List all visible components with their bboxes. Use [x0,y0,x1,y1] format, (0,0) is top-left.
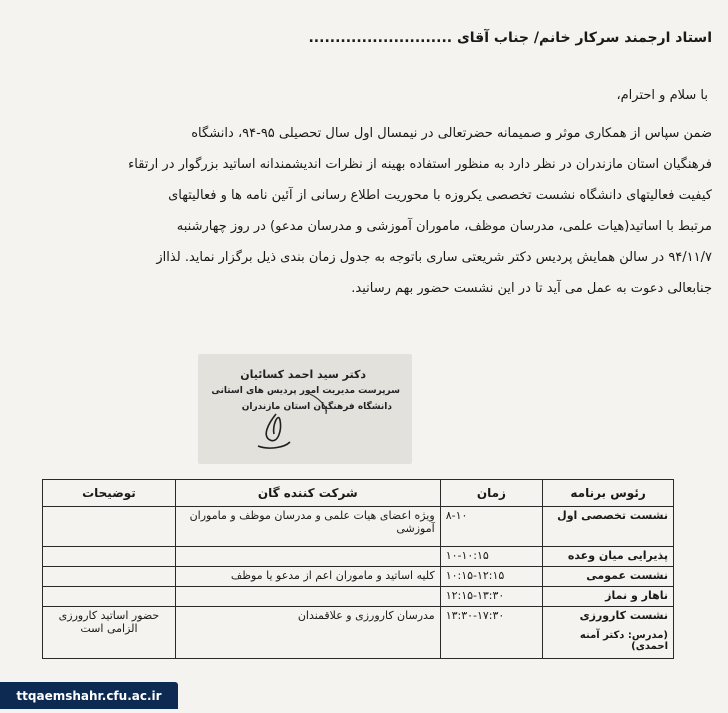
instructor-note: (مدرس: دکتر آمنه احمدی) [579,630,668,652]
cell-notes [43,587,176,607]
cell-item: ناهار و نماز [543,587,674,607]
table-row [43,547,674,567]
cell-item [543,607,674,659]
header-item: رئوس برنامه [543,480,674,507]
body-line: ضمن سپاس از همکاری موثر و صمیمانه حضرتعالی در نیمسال اول سال تحصیلی ۹۵-۹۴، دانشگاه [191,126,712,141]
stamp-org: دانشگاه فرهنگیان استان مازندران [241,402,392,412]
website-watermark: ttqaemshahr.cfu.ac.ir [0,682,178,709]
cell-time: ۱۲:۱۵-۱۳:۳۰ [440,587,542,607]
body-line: ۹۴/۱۱/۷ در سالن همایش پردیس دکتر شریعتی ساری باتوجه به جدول زمان بندی ذیل برگزار نماید. لذااز [156,250,712,265]
cell-participants: ویژه اعضای هیات علمی و مدرسان موظف و ماموران آموزشی [175,507,440,547]
table-row [43,507,674,547]
cell-item: پذیرایی میان وعده [543,547,674,567]
body-line: کیفیت فعالیتهای دانشگاه نشست تخصصی یکروزه با محوریت اطلاع رسانی از آئین نامه ها و فعالیتهای [168,188,712,203]
cell-item: نشست عمومی [543,567,674,587]
cell-notes [43,547,176,567]
cell-participants [175,587,440,607]
cell-time: ۱۰-۱۰:۱۵ [440,547,542,567]
signature-scribble-icon [198,354,412,464]
cell-time: ۸-۱۰ [440,507,542,547]
table-header-row [43,480,674,507]
stamp-role: سرپرست مدیریت امور پردیس های استانی [211,386,400,396]
cell-item: نشست تخصصی اول [543,507,674,547]
letter-heading: استاد ارجمند سرکار خانم/ جناب آقای ........................... [308,30,712,46]
body-line: جنابعالی دعوت به عمل می آید تا در این نشست حضور بهم رسانید. [351,281,712,296]
header-time: زمان [440,480,542,507]
cell-notes: حضور اساتید کارورزی الزامی است [43,607,176,659]
cell-time: ۱۰:۱۵-۱۲:۱۵ [440,567,542,587]
letter-greeting: با سلام و احترام، [616,88,708,103]
cell-participants: کلیه اساتید و ماموران اعم از مدعو یا موظف [175,567,440,587]
cell-time: ۱۳:۳۰-۱۷:۳۰ [440,607,542,659]
cell-notes [43,567,176,587]
table-row [43,567,674,587]
header-notes: توضیحات [43,480,176,507]
body-line: مرتبط با اساتید(هیات علمی، مدرسان موظف، ماموران آموزشی و مدرسان مدعو) در روز چهارشنبه [176,219,712,234]
schedule-table [42,479,674,659]
cell-item-title: نشست کارورزی [579,609,668,622]
stamp-name: دکتر سید احمد کسائیان [240,368,366,381]
header-participants: شرکت کننده گان [175,480,440,507]
signature-stamp [198,354,412,464]
letter-body [24,118,712,304]
table-row [43,587,674,607]
cell-participants [175,547,440,567]
table-row [43,607,674,659]
cell-participants: مدرسان کارورزی و علاقمندان [175,607,440,659]
body-line: فرهنگیان استان مازندران در نظر دارد به منظور استفاده بهینه از نظرات اندیشمندانه اساتید بزرگوار در ارتقاء [128,157,712,172]
cell-notes [43,507,176,547]
